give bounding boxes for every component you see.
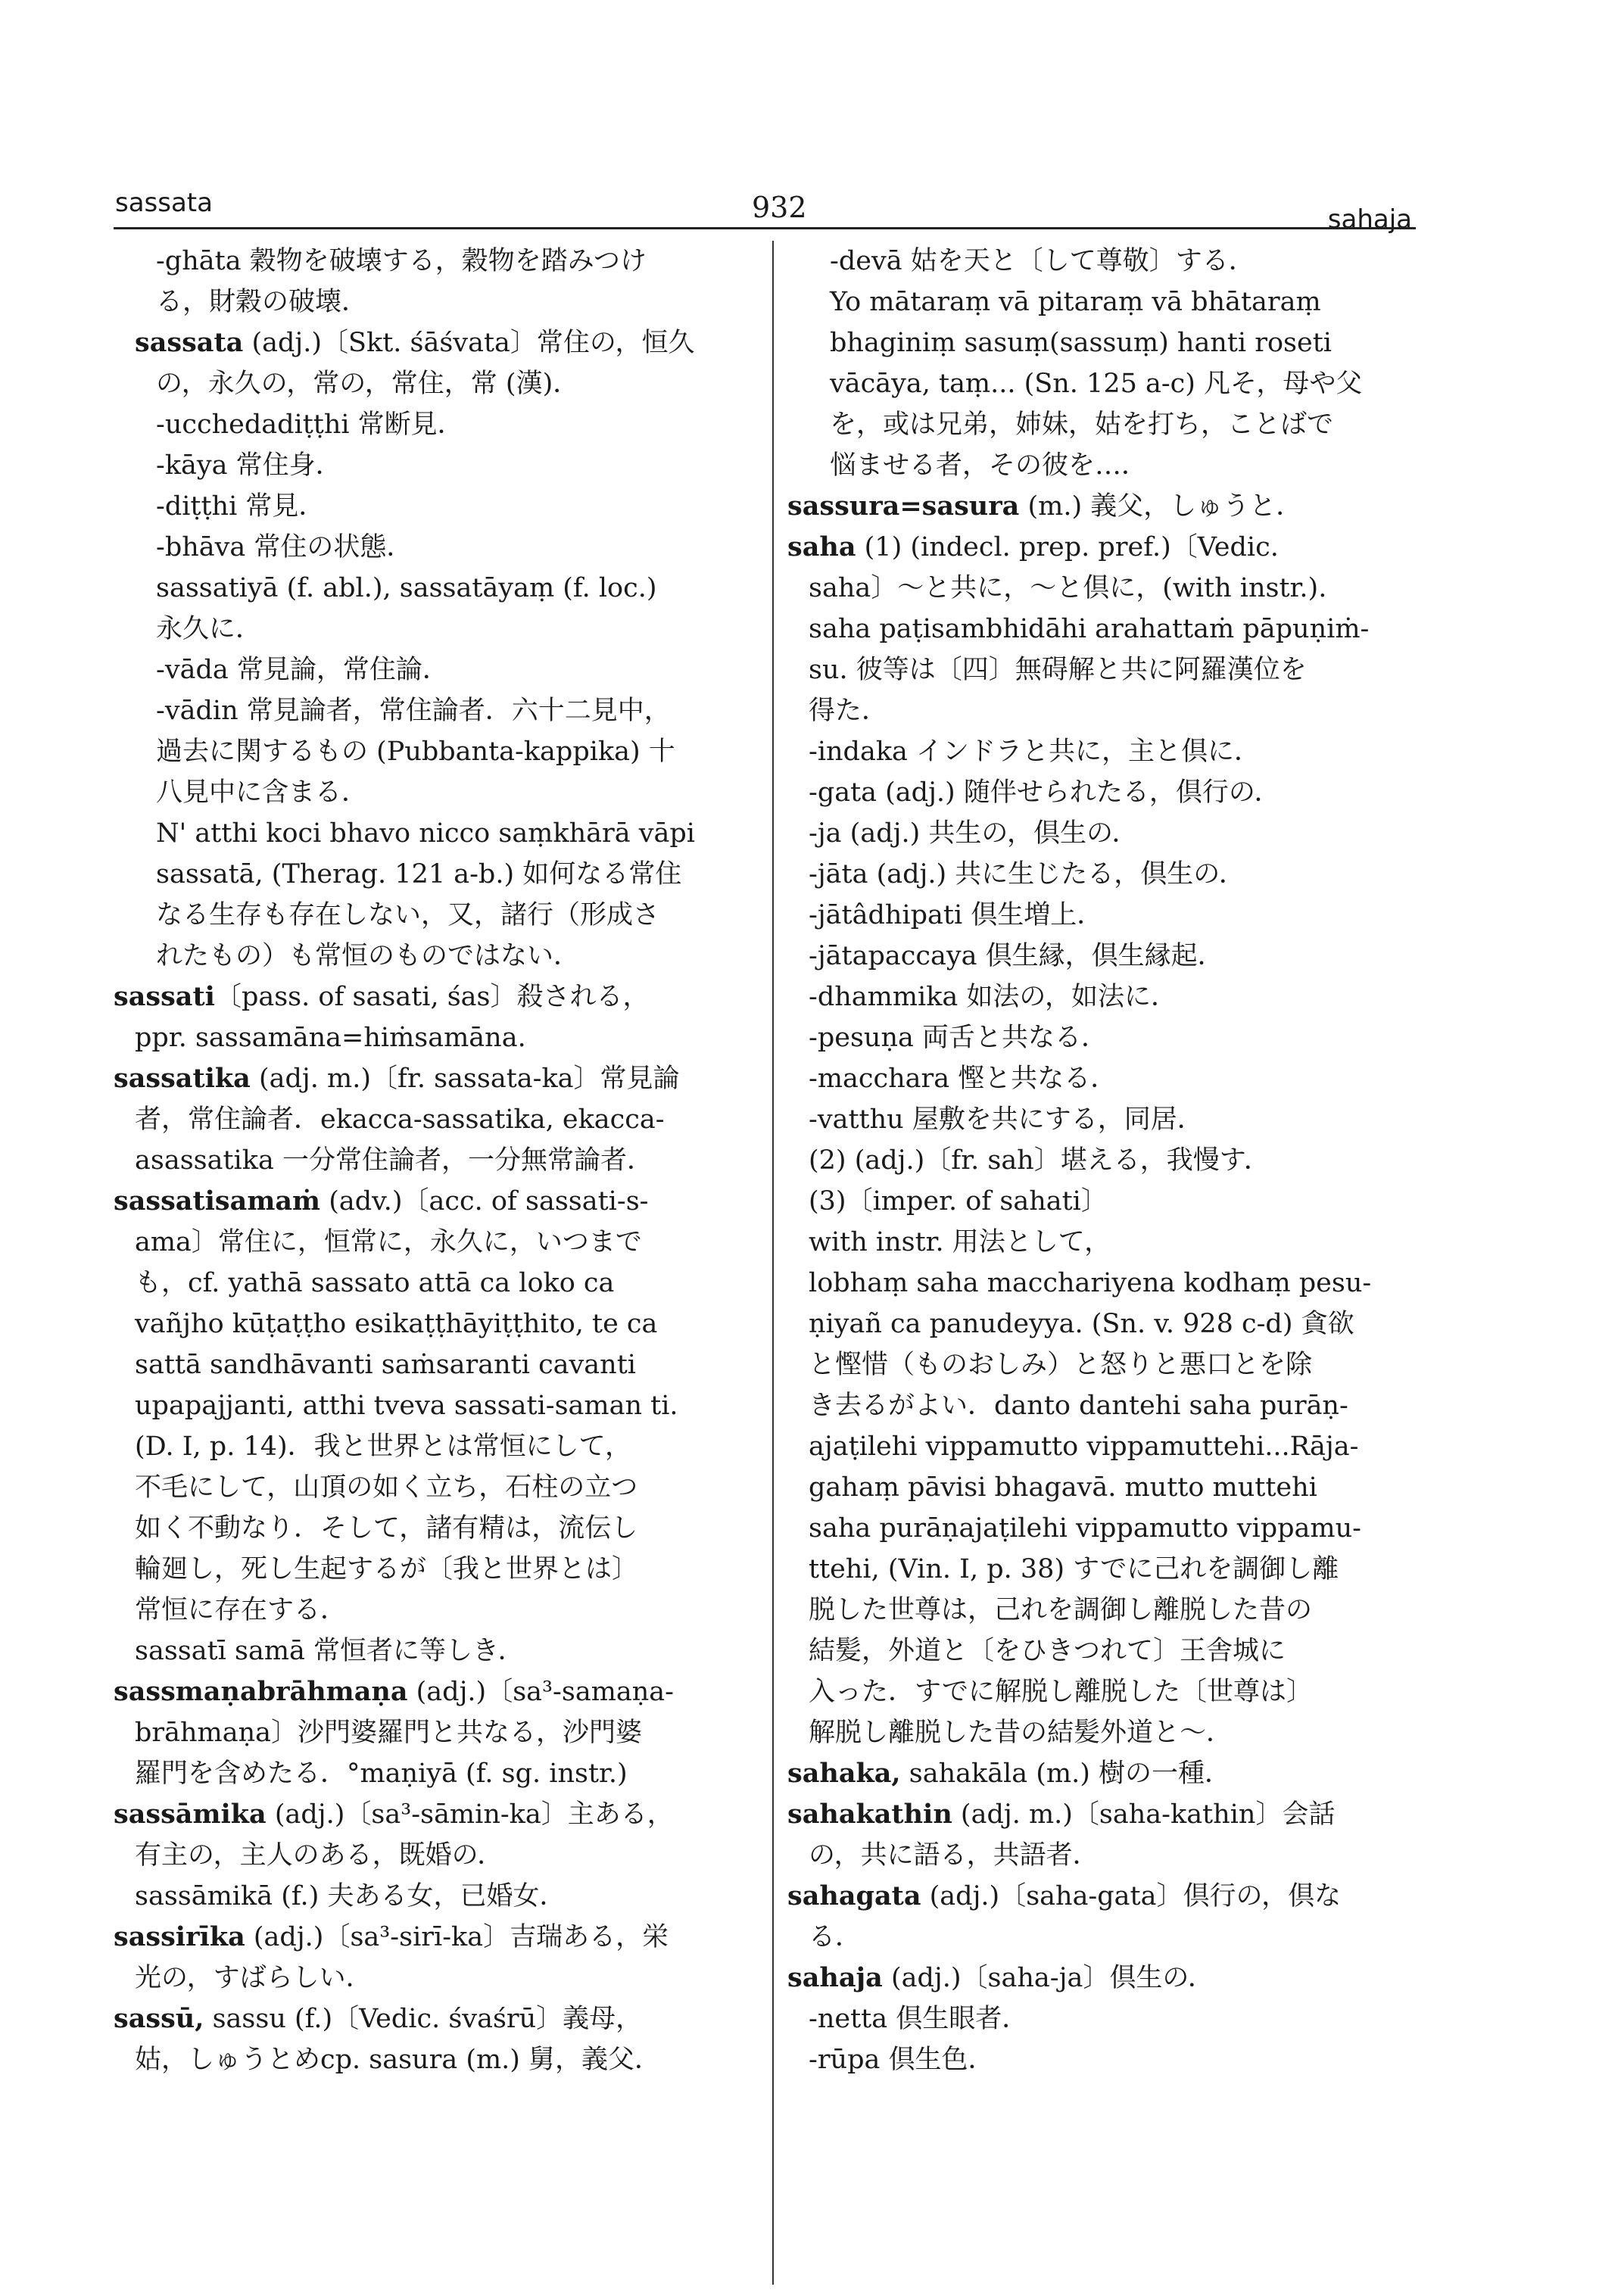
headword: sassura=sasura (787, 491, 1020, 522)
entry-headline (114, 1671, 753, 1712)
entry-line: -jātapaccaya 倶生縁，倶生縁起． (809, 941, 1224, 971)
entry-line: 永久に． (156, 614, 263, 644)
entry-line: vācāya, taṃ... (Sn. 125 a-c) 凡そ，母や父 (830, 369, 1363, 399)
entry-line: 者，常住論者．ekacca-sassatika, ekacca- (135, 1104, 665, 1135)
entry-line: with instr. 用法として， (809, 1227, 1111, 1257)
entry-definition: (adv.)〔acc. of sassati-s- (320, 1186, 649, 1217)
entry-line: -netta 倶生眼者． (809, 2004, 1029, 2034)
entry-line: -dhammika 如法の，如法に． (809, 982, 1178, 1012)
entry-line: (2) (adj.)〔fr. sah〕堪える，我慢す． (809, 1145, 1270, 1176)
entry-line: -ucchedadiṭṭhi 常断見． (156, 410, 464, 440)
entry-headline (114, 1917, 753, 1958)
headword: saha (787, 531, 856, 562)
page-number: 932 (752, 191, 807, 224)
headword: sassati (114, 981, 215, 1012)
entry-line: 得た． (809, 696, 889, 726)
entry-line: saha〕～と共に，～と倶に，(with instr.). (809, 573, 1327, 603)
entry-line: 脱した世尊は，己れを調御し離脱した昔の (809, 1595, 1313, 1625)
entry-line: sassatī samā 常恒者に等しき． (135, 1636, 525, 1666)
right-column (787, 241, 1416, 2080)
entry-line: 如く不動なり．そして，諸有精は，流伝し (135, 1513, 638, 1544)
entry-line: -pesuṇa 両舌と共なる． (809, 1023, 1108, 1053)
headword: sassatisamaṁ (114, 1185, 321, 1217)
entry-headline (114, 1181, 753, 1222)
entry-line: れたもの）も常恒のものではない． (156, 941, 581, 971)
headword: sahagata (787, 1880, 921, 1911)
entry-line: -vāda 常見論，常住論． (156, 655, 449, 685)
entry-definition: sassu (f.)〔Vedic. śvaśrū〕義母， (204, 2004, 643, 2034)
entry-line: -devā 姑を天と〔して尊敬〕する． (830, 246, 1255, 276)
running-head-left: sassata (115, 188, 213, 218)
entry-headline (787, 1876, 1416, 1917)
entry-line: -gata (adj.) 随伴せられたる，倶行の． (809, 777, 1281, 808)
entry-headline (787, 527, 1416, 568)
entry-line: sassāmikā (f.) 夫ある女，已婚女． (135, 1881, 566, 1911)
entry-line: -diṭṭhi 常見． (156, 491, 326, 522)
entry-line: ama〕常住に，恒常に，永久に，いつまで (135, 1227, 642, 1257)
entry-definition: (adj. m.)〔saha-kathin〕会話 (952, 1799, 1336, 1830)
entry-line: -jāta (adj.) 共に生じたる，倶生の． (809, 859, 1245, 889)
entry-line: 常恒に存在する． (135, 1595, 348, 1625)
entry-line: 羅門を含めたる．°maṇiyā (f. sg. instr.) (135, 1759, 628, 1789)
entry-line: vañjho kūṭaṭṭho esikaṭṭhāyiṭṭhito, te ca (135, 1309, 658, 1339)
entry-headline (114, 1794, 753, 1835)
entry-line: sattā sandhāvanti saṁsaranti cavanti (135, 1350, 636, 1380)
column-divider (772, 241, 774, 2285)
headword: sassū, (114, 2003, 204, 2034)
left-column (114, 241, 753, 2080)
entry-line: 有主の，主人のある，既婚の． (135, 1840, 504, 1871)
headword: sassāmika (114, 1799, 267, 1830)
entry-headline (114, 1058, 753, 1099)
entry-line: と慳惜（ものおしみ）と怒りと悪口とを除 (809, 1350, 1313, 1380)
entry-line: き去るがよい．danto dantehi saha purāṇ- (809, 1391, 1348, 1421)
entry-line: saha paṭisambhidāhi arahattaṁ pāpuṇiṁ- (809, 614, 1370, 644)
entry-line: -vādin 常見論者，常住論者．六十二見中， (156, 696, 671, 726)
headword: sassmaṇabrāhmaṇa (114, 1676, 408, 1707)
entry-line: saha purāṇajaṭilehi vippamutto vippamu- (809, 1513, 1361, 1544)
entry-line: ṇiyañ ca panudeyya. (Sn. v. 928 c-d) 貪欲 (809, 1309, 1354, 1339)
entry-headline (114, 322, 753, 363)
headword: sahakathin (787, 1799, 952, 1830)
entry-line: -kāya 常住身． (156, 450, 342, 481)
entry-headline (787, 486, 1416, 527)
entry-line: の，永久の，常の，常住，常 (漢)． (156, 369, 580, 399)
entry-line: 過去に関するもの (Pubbanta-kappika) 十 (156, 737, 675, 767)
entry-line: sassatiyā (f. abl.), sassatāyaṃ (f. loc.) (156, 573, 657, 603)
entry-definition: (adj.)〔sa³-sāmin-ka〕主ある， (266, 1799, 674, 1830)
entry-line: Yo mātaraṃ vā pitaraṃ vā bhātaraṃ (830, 287, 1321, 317)
entry-line: N' atthi koci bhavo nicco saṃkhārā vāpi (156, 818, 695, 849)
entry-line: -rūpa 倶生色． (809, 2045, 995, 2075)
entry-line: る． (809, 1922, 862, 1952)
entry-line: -macchara 慳と共なる． (809, 1064, 1117, 1094)
entry-line: -jātâdhipati 倶生増上． (809, 900, 1104, 930)
entry-line: ajaṭilehi vippamutto vippamuttehi...Rāja- (809, 1432, 1359, 1462)
entry-line: su. 彼等は〔四〕無碍解と共に阿羅漢位を (809, 655, 1307, 685)
entry-line: -ja (adj.) 共生の，倶生の． (809, 818, 1139, 849)
entry-line: る，財穀の破壊． (156, 287, 369, 317)
entry-line: 不毛にして，山頂の如く立ち，石柱の立つ (135, 1472, 638, 1503)
entry-headline (114, 977, 753, 1017)
entry-definition: (adj.)〔sa³-sirī-ka〕吉瑞ある，栄 (245, 1922, 669, 1952)
entry-line: の，共に語る，共語者． (809, 1840, 1099, 1871)
entry-definition: (adj.)〔saha-ja〕倶生の． (882, 1963, 1214, 1993)
entry-line: も，cf. yathā sassato attā ca loko ca (135, 1268, 615, 1298)
entry-definition: (adj.)〔saha-gata〕倶行の，倶な (921, 1881, 1342, 1911)
entry-line: -ghāta 穀物を破壊する，穀物を踏みつけ (156, 246, 647, 276)
entry-headline (787, 1753, 1416, 1794)
entry-line: -indaka インドラと共に，主と倶に． (809, 737, 1261, 767)
entry-definition: (adj. m.)〔fr. sassata-ka〕常見論 (250, 1064, 680, 1094)
entry-definition: (adj.)〔Skt. śāśvata〕常住の，恒久 (243, 328, 695, 358)
headword: sahaka, (787, 1758, 901, 1789)
entry-line: 入った．すでに解脱し離脱した〔世尊は〕 (809, 1677, 1314, 1707)
headword: sassata (135, 327, 244, 358)
entry-definition: (m.) 義父，しゅうと． (1019, 491, 1303, 522)
entry-line: asassatika 一分常住論者，一分無常論者． (135, 1145, 653, 1176)
running-head-right: sahaja (1327, 204, 1412, 235)
entry-line: 八見中に含まる． (156, 777, 369, 808)
entry-line: gahaṃ pāvisi bhagavā. mutto muttehi (809, 1472, 1317, 1503)
entry-line: brāhmaṇa〕沙門婆羅門と共なる，沙門婆 (135, 1718, 643, 1748)
entry-line: 悩ませる者，その彼を…． (830, 450, 1149, 481)
entry-line: ttehi, (Vin. I, p. 38) すでに己れを調御し離 (809, 1554, 1339, 1584)
entry-line: bhaginiṃ sasuṃ(sassuṃ) hanti roseti (830, 328, 1332, 358)
entry-line: 光の，すばらしい． (135, 1963, 372, 1993)
entry-definition: (1) (indecl. prep. pref.)〔Vedic. (856, 532, 1279, 562)
headword: sahaja (787, 1962, 883, 1993)
entry-line: lobhaṃ saha macchariyena kodhaṃ pesu- (809, 1268, 1372, 1298)
headword: sassatika (114, 1063, 251, 1094)
header-rule (114, 227, 1416, 229)
entry-headline (787, 1958, 1416, 1999)
entry-line: (D. I, p. 14)．我と世界とは常恒にして， (135, 1432, 631, 1462)
entry-line: ppr. sassamāna=hiṁsamāna. (135, 1023, 526, 1053)
entry-line: 結髪，外道と〔をひきつれて〕王舎城に (809, 1636, 1286, 1666)
entry-line: 姑，しゅうとめcp. sasura (m.) 舅，義父． (135, 2045, 662, 2075)
entry-line: 解脱し離脱した昔の結髪外道と～． (809, 1718, 1233, 1748)
entry-headline (114, 1999, 753, 2039)
entry-definition: 〔pass. of sasati, śas〕殺される， (214, 982, 650, 1012)
entry-definition: sahakāla (m.) 樹の一種． (900, 1759, 1231, 1789)
headword: sassirīka (114, 1921, 245, 1952)
entry-line: 輪廻し，死し生起するが〔我と世界とは〕 (135, 1554, 639, 1584)
entry-line: upapajjanti, atthi tveva sassati-saman ti. (135, 1391, 678, 1421)
entry-line: (3)〔imper. of sahati〕 (809, 1186, 1108, 1217)
entry-line: なる生存も存在しない，又，諸行（形成さ (156, 900, 660, 930)
entry-line: を，或は兄弟，姉妹，姑を打ち，ことばで (830, 410, 1334, 440)
entry-line: -bhāva 常住の状態． (156, 532, 413, 562)
entry-line: -vatthu 屋敷を共にする，同居． (809, 1104, 1204, 1135)
entry-headline (787, 1794, 1416, 1835)
entry-definition: (adj.)〔sa³-samaṇa- (407, 1677, 675, 1707)
entry-line: sassatā, (Therag. 121 a-b.) 如何なる常住 (156, 859, 682, 889)
